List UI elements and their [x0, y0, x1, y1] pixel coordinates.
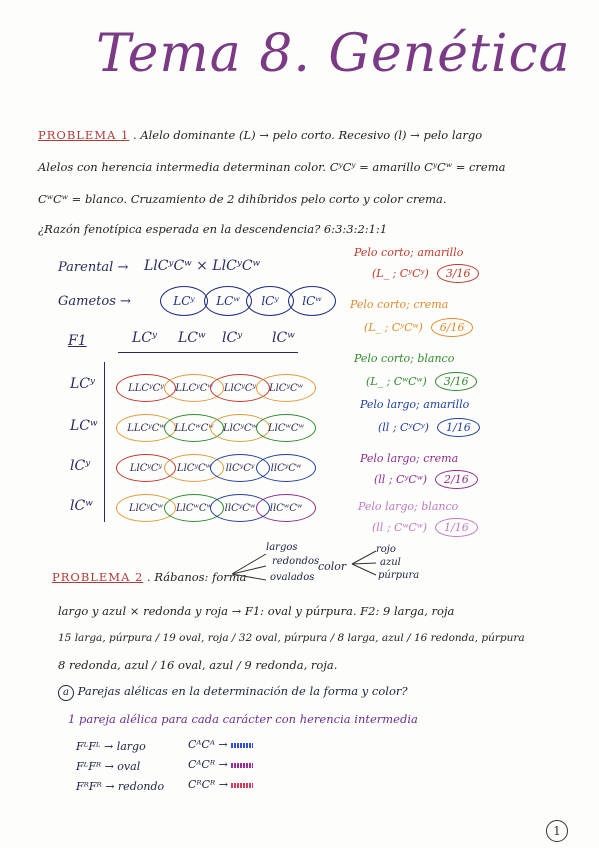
red-scribble-icon — [231, 783, 253, 788]
form-option-3: ovalados — [270, 572, 315, 583]
form-option-2: redondos — [272, 556, 320, 567]
color-option-1: rojo — [376, 544, 396, 555]
color-geno-2: CᴬCᴿ → — [188, 758, 253, 771]
problem1-line3: CʷCʷ = blanco. Cruzamiento de 2 dihíbridos pelo corto y color crema. — [38, 192, 447, 206]
grid-cell: LlCʷCʷ — [256, 414, 316, 442]
color-label: color — [318, 560, 347, 573]
pheno-row-3 — [366, 372, 477, 391]
col-header-3: lCʸ — [222, 330, 243, 346]
row-header-3: lCʸ — [70, 458, 91, 474]
row-header-2: LCʷ — [70, 418, 98, 434]
question-a-letter: a — [58, 685, 74, 701]
grid-cell: LLCʸCʸ — [116, 374, 176, 402]
problem1-line1 — [38, 128, 482, 142]
problem1-line4: ¿Razón fenotípica esperada en la descendencia? 6:3:3:2:1:1 — [38, 222, 388, 236]
problem2-line2: 15 larga, púrpura / 19 oval, roja / 32 oval, púrpura / 8 larga, azul / 16 redonda, púrpura — [58, 632, 525, 644]
pheno-name-2: Pelo corto; crema — [350, 298, 449, 311]
grid-cell: LlCʸCʷ — [256, 374, 316, 402]
grid-top-rule — [118, 352, 298, 353]
col-header-1: LCʸ — [132, 330, 157, 346]
grid-cell: llCʸCʸ — [210, 454, 270, 482]
pheno-row-5 — [374, 470, 478, 489]
question-a-row — [58, 684, 408, 701]
pheno-name-4: Pelo largo; amarillo — [360, 398, 470, 411]
color-geno-2-code: CᴬCᴿ — [188, 758, 216, 771]
pheno-ratio-5: 2/16 — [435, 470, 478, 489]
problem1-label: PROBLEMA 1 — [38, 128, 130, 142]
forms-branch-icon — [230, 548, 270, 584]
grid-cell: LlCʸCʸ — [210, 374, 270, 402]
row-header-1: LCʸ — [70, 376, 95, 392]
form-option-1: largos — [266, 542, 298, 553]
pheno-row-1 — [372, 264, 479, 283]
color-geno-3: CᴿCᴿ → — [188, 778, 253, 791]
pheno-row-2 — [364, 318, 473, 337]
pheno-geno-6: (ll ; CʷCʷ) — [372, 521, 428, 534]
gametes-label: Gametos → — [58, 294, 131, 309]
form-geno-2-code: FᴸFᴿ — [76, 760, 102, 773]
grid-cell: LlCʷCʷ — [164, 494, 224, 522]
row-header-4: lCʷ — [70, 498, 93, 514]
form-geno-3-trait: redondo — [117, 780, 165, 793]
problem2-line1: largo y azul × redonda y roja → F1: oval y púrpura. F2: 9 larga, roja — [58, 604, 455, 618]
grid-cell: LlCʸCʸ — [116, 454, 176, 482]
problem1-text1: . Alelo dominante (L) → pelo corto. Recesivo (l) → pelo largo — [133, 128, 483, 142]
parental-cross: LlCʸCʷ × LlCʸCʷ — [144, 258, 261, 274]
pheno-ratio-1: 3/16 — [437, 264, 480, 283]
gamete-2: LCʷ — [204, 286, 252, 316]
problem2-line3: 8 redonda, azul / 16 oval, azul / 9 redonda, roja. — [58, 658, 338, 672]
blue-scribble-icon — [231, 743, 253, 748]
col-header-2: LCʷ — [178, 330, 206, 346]
col-header-4: lCʷ — [272, 330, 295, 346]
pheno-geno-5: (ll ; CʸCʷ) — [374, 473, 427, 486]
pheno-ratio-2: 6/16 — [431, 318, 474, 337]
pheno-row-4 — [378, 418, 480, 437]
form-geno-1-trait: largo — [116, 740, 146, 753]
grid-cell: llCʸCʷ — [256, 454, 316, 482]
grid-cell: LLCʸCʷ — [116, 414, 176, 442]
grid-cell: LlCʸCʷ — [210, 414, 270, 442]
grid-cell: LlCʸCʷ — [116, 494, 176, 522]
pheno-ratio-4: 1/16 — [437, 418, 480, 437]
form-geno-2-trait: oval — [117, 760, 141, 773]
grid-cell: llCʸCʷ — [210, 494, 270, 522]
pheno-name-5: Pelo largo; crema — [360, 452, 459, 465]
color-geno-1: CᴬCᴬ → — [188, 738, 253, 751]
grid-cell: LlCʸCʷ — [164, 454, 224, 482]
problem2-label: PROBLEMA 2 — [52, 570, 144, 584]
grid-left-rule — [104, 362, 105, 522]
form-geno-1-code: FᴸFᴸ — [76, 740, 101, 753]
form-geno-3: FᴿFᴿ → redondo — [76, 780, 165, 793]
form-geno-3-code: FᴿFᴿ — [76, 780, 102, 793]
pheno-name-3: Pelo corto; blanco — [354, 352, 455, 365]
color-option-3: púrpura — [378, 570, 420, 581]
pheno-geno-2: (L_ ; CʸCʷ) — [364, 321, 423, 334]
form-geno-2: FᴸFᴿ → oval — [76, 760, 141, 773]
color-geno-3-code: CᴿCᴿ — [188, 778, 216, 791]
pheno-geno-3: (L_ ; CʷCʷ) — [366, 375, 427, 388]
page-title: Tema 8. Genética — [96, 24, 571, 84]
problem1-line2: Alelos con herencia intermedia determinan color. CʸCʸ = amarillo CʸCʷ = crema — [38, 160, 506, 174]
purple-scribble-icon — [231, 763, 253, 768]
page-number: 1 — [546, 820, 568, 842]
problem2-intro-row — [52, 570, 247, 584]
color-option-2: azul — [380, 557, 401, 568]
gamete-3: lCʸ — [246, 286, 294, 316]
grid-cell: llCʷCʷ — [256, 494, 316, 522]
parental-label: Parental → — [58, 260, 129, 275]
gamete-1: LCʸ — [160, 286, 208, 316]
pheno-geno-1: (L_ ; CʸCʸ) — [372, 267, 429, 280]
pheno-ratio-6: 1/16 — [435, 518, 478, 537]
pheno-row-6 — [372, 518, 478, 537]
problem2-intro: . Rábanos: forma — [147, 570, 247, 584]
pheno-ratio-3: 3/16 — [435, 372, 478, 391]
pheno-name-1: Pelo corto; amarillo — [354, 246, 464, 259]
f1-label: F1 — [68, 333, 87, 349]
gamete-4: lCʷ — [288, 286, 336, 316]
grid-cell: LLCʸCʷ — [164, 374, 224, 402]
answer-a: 1 pareja alélica para cada carácter con herencia intermedia — [68, 712, 418, 726]
pheno-name-6: Pelo largo; blanco — [358, 500, 459, 513]
grid-cell: LLCʷCʷ — [164, 414, 224, 442]
form-geno-1: FᴸFᴸ → largo — [76, 740, 146, 753]
color-geno-1-code: CᴬCᴬ — [188, 738, 215, 751]
pheno-geno-4: (ll ; CʸCʸ) — [378, 421, 429, 434]
question-a-text: Parejas alélicas en la determinación de la forma y color? — [77, 684, 408, 698]
